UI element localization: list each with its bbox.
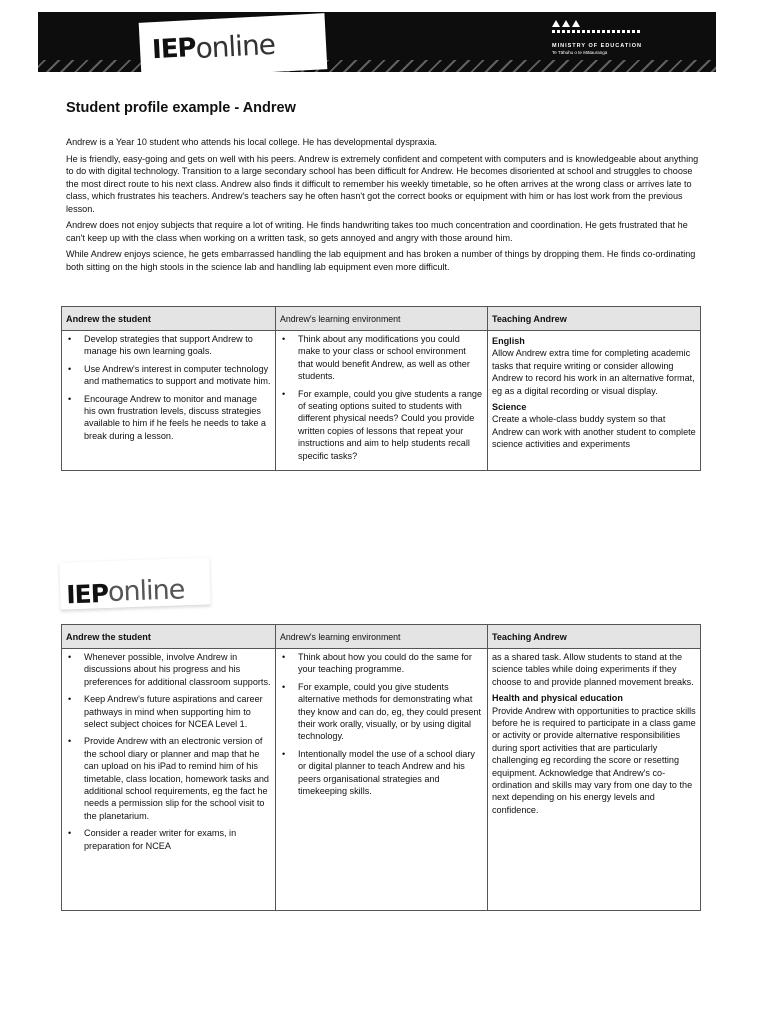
subject-heading: English [492, 336, 525, 346]
list-item: • Whenever possible, involve Andrew in discussions about his progress and his preferences for additional classroom supports. [66, 651, 271, 688]
student-cell [62, 331, 276, 471]
subject-text: Provide Andrew with opportunities to practice skills before he is required to participate in a class game or activity or provide alternative responsibilities during sport activities that are particularly challenging eg recording the score or resetting equipment. Acknowledge that Andrew's co-ordination and skills may vary from one day to the next depending on his energy levels and confidence. [492, 705, 696, 815]
environment-cell [276, 331, 488, 471]
profile-table-2 [61, 624, 701, 911]
list-item: • Keep Andrew's future aspirations and career pathways in mind when supporting him to select subject choices for NCEA Level 1. [66, 693, 271, 730]
logo-iep-text: IEP [65, 578, 109, 610]
banner-pattern [38, 60, 716, 72]
logo-online-text: online [107, 574, 185, 608]
header-student: Andrew the student [62, 625, 276, 649]
list-item: • Develop strategies that support Andrew to manage his own learning goals. [66, 333, 271, 358]
ministry-title: MINISTRY OF EDUCATION [552, 43, 642, 49]
ministry-subtitle: Te Tāhuhu o te Mātauranga [552, 50, 608, 55]
list-item: • For example, could you give students alternative methods for demonstrating what they know and can do, eg, they could present their work orally, visually, or by using digital technology. [280, 681, 483, 743]
intro-paragraph: He is friendly, easy-going and gets on well with his peers. Andrew is extremely confident and competent with computers and is knowledgeable about anything to do with digital technology. Transition to a large secondary school has been difficult for Andrew. He becomes disoriented at school and struggles to choose the most direct route to his next class. Andrew also finds it difficult to remember his weekly timetable, so he often arrives at the wrong class or arrives late to class, which frustrates his teachers. Andrew's teachers say he often hasn't got the correct books or equipment with him or has lost work from the previous lesson. [66, 153, 699, 214]
header-student: Andrew the student [62, 307, 276, 331]
list-item: • Consider a reader writer for exams, in preparation for NCEA [66, 827, 271, 852]
iep-online-logo [139, 13, 328, 72]
intro-paragraph: While Andrew enjoys science, he gets embarrassed handling the lab equipment and has broken a number of things by dropping them. He finds co-ordinating both sitting on the high stools in the science lab and handling lab equipment even more difficult. [66, 249, 696, 272]
student-cell [62, 649, 276, 911]
header-teaching: Teaching Andrew [488, 307, 701, 331]
intro-paragraph: Andrew is a Year 10 student who attends his local college. He has developmental dyspraxia. [66, 137, 438, 147]
teaching-cell [488, 331, 701, 471]
page-title: Student profile example - Andrew [66, 100, 296, 116]
ministry-mark-icon [552, 20, 682, 28]
intro-paragraph: Andrew does not enjoy subjects that require a lot of writing. He finds handwriting takes too much concentration and coordination. He gets frustrated that he can't keep up with the class when working on a written task, so gets annoyed and angry with those around him. [66, 220, 688, 243]
list-item: • For example, could you give students a range of seating options suited to students with different physical needs? Could you provide written copies of lessons that repeat your instructions and aim to help students recall specific tasks? [280, 388, 483, 462]
list-item: • Intentionally model the use of a school diary or digital planner to teach Andrew and his peers organisational strategies and timekeeping skills. [280, 748, 483, 798]
list-item: • Encourage Andrew to monitor and manage his own frustration levels, discuss strategies available to him if he feels he needs to take a break during a lesson. [66, 393, 271, 443]
header-banner [38, 12, 716, 72]
profile-table-1 [61, 306, 701, 471]
intro-text [66, 136, 706, 277]
header-environment: Andrew's learning environment [276, 625, 488, 649]
ministry-logo [552, 20, 682, 58]
subject-text: Allow Andrew extra time for completing academic tasks that require writing or consider allowing Andrew to record his work in an alternative format, eg as a digital recording or visual display. [492, 348, 695, 396]
header-environment: Andrew's learning environment [276, 307, 488, 331]
subject-heading: Science [492, 402, 527, 413]
list-item: • Think about any modifications you could make to your class or school environment that would benefit Andrew, as well as other students. [280, 333, 483, 383]
logo-online-text: online [194, 27, 276, 65]
iep-online-logo-2 [59, 557, 211, 610]
ministry-wave-icon [552, 30, 642, 33]
list-item: • Think about how you could do the same for your teaching programme. [280, 651, 483, 676]
list-item: • Provide Andrew with an electronic version of the school diary or planner and map that he can upload on his iPad to remind him of his timetable, class location, homework tasks and additional school requirements, eg the fact he needs a permission slip for the school visit to the planetarium. [66, 735, 271, 822]
header-teaching: Teaching Andrew [488, 625, 701, 649]
subject-heading: Health and physical education [492, 693, 623, 704]
list-item: • Use Andrew's interest in computer technology and mathematics to support and motivate him. [66, 363, 271, 388]
subject-text: as a shared task. Allow students to stand at the science tables while doing experiments if they choose to and provide planned movement breaks. [492, 652, 694, 687]
logo-iep-text: IEP [151, 32, 197, 66]
environment-cell [276, 649, 488, 911]
subject-text: Create a whole-class buddy system so that Andrew can work with another student to complete science activities and experiments [492, 414, 696, 450]
teaching-cell [488, 649, 701, 911]
